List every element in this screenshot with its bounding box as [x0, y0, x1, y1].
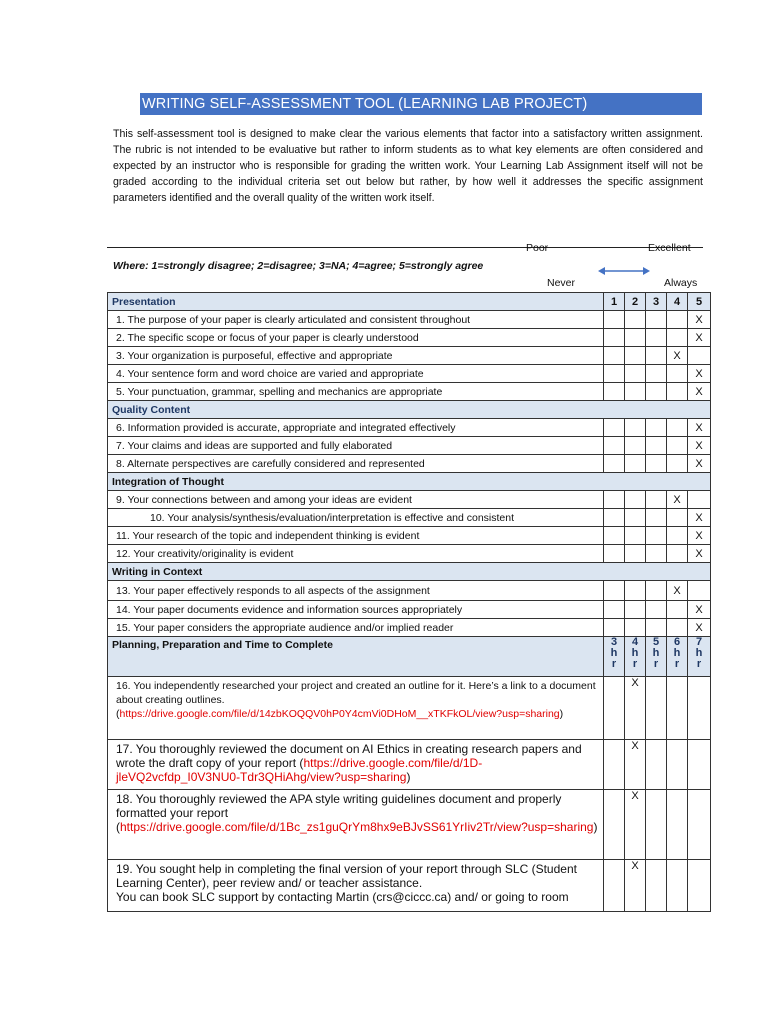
- rating-cell[interactable]: [646, 509, 667, 527]
- table-row: [108, 455, 711, 473]
- rating-cell[interactable]: [625, 437, 646, 455]
- criterion-cell: 18. You thoroughly reviewed the APA style writing guidelines document and properly formatted your report (https://drive.google.com/file/d/1Bc_zs1guQrYm8hx9eBJvSS61YrIiv2Tr/view?usp=sharing): [108, 790, 604, 860]
- scale-divider: [107, 247, 703, 248]
- rating-cell[interactable]: [604, 365, 625, 383]
- rating-cell[interactable]: [604, 527, 625, 545]
- scale-always-label: Always: [664, 277, 698, 289]
- rating-cell[interactable]: [604, 383, 625, 401]
- rating-cell[interactable]: [646, 437, 667, 455]
- table-row: [108, 677, 711, 740]
- criterion-text: 10. Your analysis/synthesis/evaluation/interpretation is effective and consistent: [108, 509, 604, 527]
- rating-cell[interactable]: [667, 419, 688, 437]
- rating-cell[interactable]: X: [625, 860, 646, 912]
- rating-cell[interactable]: X: [688, 455, 711, 473]
- table-row: [108, 509, 711, 527]
- table-row: [108, 601, 711, 619]
- page-title: WRITING SELF-ASSESSMENT TOOL (LEARNING LAB PROJECT): [140, 93, 702, 115]
- rating-cell[interactable]: [604, 860, 625, 912]
- rating-cell[interactable]: X: [667, 581, 688, 601]
- rating-cell[interactable]: [604, 619, 625, 637]
- section-header-integration: [108, 473, 711, 491]
- hours-header: 7 h r: [688, 637, 711, 677]
- rating-cell[interactable]: [625, 527, 646, 545]
- rating-cell[interactable]: [604, 347, 625, 365]
- rating-cell[interactable]: X: [688, 545, 711, 563]
- rating-cell[interactable]: [667, 527, 688, 545]
- table-row: [108, 860, 711, 912]
- rating-cell[interactable]: [625, 347, 646, 365]
- rating-cell[interactable]: [625, 545, 646, 563]
- rating-cell[interactable]: X: [688, 365, 711, 383]
- rating-cell[interactable]: [667, 509, 688, 527]
- criterion-text: 1. The purpose of your paper is clearly articulated and consistent throughout: [108, 311, 604, 329]
- rating-cell[interactable]: [625, 329, 646, 347]
- criterion-text: 11. Your research of the topic and independent thinking is evident: [108, 527, 604, 545]
- rating-header: 5: [688, 293, 711, 311]
- table-row: [108, 347, 711, 365]
- apa-doc-link[interactable]: https://drive.google.com/file/d/1Bc_zs1guQrYm8hx9eBJvSS61YrIiv2Tr/view?usp=sharing: [120, 820, 594, 834]
- criterion-cell: 16. You independently researched your project and created an outline for it. Here’s a link to a document about creating outlines. (https://drive.google.com/file/d/14zbKOQQV0hP0Y4cmVi0DHoM__xTKFkOL/view?usp=sharing): [108, 677, 604, 740]
- rating-cell[interactable]: [625, 365, 646, 383]
- criterion-text: 18. You thoroughly reviewed the APA style writing guidelines document and properly formatted your report: [116, 792, 562, 820]
- section-title: Planning, Preparation and Time to Complete: [108, 637, 604, 677]
- section-header-writing-context: [108, 563, 711, 581]
- rating-cell[interactable]: [625, 419, 646, 437]
- criterion-text: 16. You independently researched your project and created an outline for it. Here’s a link to a document about creating outlines.: [116, 680, 596, 706]
- rating-cell[interactable]: [625, 455, 646, 473]
- rating-cell[interactable]: [625, 601, 646, 619]
- criterion-cell: [108, 860, 604, 912]
- rating-cell[interactable]: [667, 365, 688, 383]
- rating-cell[interactable]: [688, 347, 711, 365]
- rating-cell[interactable]: [646, 455, 667, 473]
- section-title: Integration of Thought: [108, 473, 711, 491]
- rating-cell[interactable]: [625, 491, 646, 509]
- rating-cell[interactable]: [625, 383, 646, 401]
- rating-cell[interactable]: [604, 491, 625, 509]
- rating-cell[interactable]: [688, 581, 711, 601]
- ai-ethics-doc-link[interactable]: https://drive.google.com/file/d/1D-jleVQ2vcfdp_I0V3NU0-Tdr3QHiAhg/view?usp=sharing: [116, 756, 483, 784]
- rating-cell[interactable]: X: [688, 383, 711, 401]
- rating-cell[interactable]: [646, 347, 667, 365]
- rating-cell[interactable]: X: [667, 347, 688, 365]
- rating-cell[interactable]: [646, 527, 667, 545]
- rating-header: 1: [604, 293, 625, 311]
- rating-cell[interactable]: [688, 677, 711, 740]
- rating-cell[interactable]: [667, 619, 688, 637]
- intro-paragraph: This self-assessment tool is designed to make clear the various elements that factor into a satisfactory written assignment. The rubric is not intended to be evaluative but rather to inform students as to what key elements are often considered and expected by an instructor who is responsible for grading the written work. Your Learning Lab Assignment itself will not be graded according to the individual criteria set out below but rather, by how well it addresses the specific assignment parameters identified and the overall quality of the written work itself.: [113, 128, 703, 204]
- criterion-text: 14. Your paper documents evidence and information sources appropriately: [108, 601, 604, 619]
- rating-cell[interactable]: X: [688, 601, 711, 619]
- criterion-text: 17. You thoroughly reviewed the document on AI Ethics in creating research papers and wrote the draft copy of your report: [116, 742, 582, 770]
- rating-cell[interactable]: [625, 311, 646, 329]
- section-title: Presentation: [108, 293, 604, 311]
- criterion-text: 19. You sought help in completing the final version of your report through SLC (Student Learning Center), peer review and/ or teacher assistance.: [116, 862, 577, 890]
- rating-cell[interactable]: [604, 455, 625, 473]
- rating-cell[interactable]: X: [625, 740, 646, 790]
- rating-cell[interactable]: [604, 329, 625, 347]
- criterion-text: 15. Your paper considers the appropriate audience and/or implied reader: [108, 619, 604, 637]
- table-row: [108, 581, 711, 601]
- rating-cell[interactable]: [604, 601, 625, 619]
- rating-cell[interactable]: [667, 311, 688, 329]
- section-title: Writing in Context: [108, 563, 711, 581]
- hours-header: 4 h r: [625, 637, 646, 677]
- scale-legend: Where: 1=strongly disagree; 2=disagree; 3=NA; 4=agree; 5=strongly agree: [113, 260, 484, 272]
- rating-cell[interactable]: X: [688, 437, 711, 455]
- criterion-text: 13. Your paper effectively responds to all aspects of the assignment: [108, 581, 604, 601]
- rating-cell[interactable]: [646, 419, 667, 437]
- rating-cell[interactable]: [646, 491, 667, 509]
- rating-cell[interactable]: [688, 860, 711, 912]
- rating-cell[interactable]: [667, 677, 688, 740]
- section-header-quality-content: [108, 401, 711, 419]
- section-header-presentation: [108, 293, 711, 311]
- rating-cell[interactable]: X: [688, 619, 711, 637]
- criterion-text: 12. Your creativity/originality is evident: [108, 545, 604, 563]
- rating-cell[interactable]: [667, 383, 688, 401]
- rating-cell[interactable]: [625, 619, 646, 637]
- rating-header: 4: [667, 293, 688, 311]
- rating-cell[interactable]: [688, 790, 711, 860]
- double-arrow-icon: [598, 264, 650, 278]
- criterion-text: 4. Your sentence form and word choice are varied and appropriate: [108, 365, 604, 383]
- criterion-text: 5. Your punctuation, grammar, spelling and mechanics are appropriate: [108, 383, 604, 401]
- criterion-text-continued: You can book SLC support by contacting Martin (crs@ciccc.ca) and/ or going to room: [116, 890, 569, 904]
- rating-cell[interactable]: X: [667, 491, 688, 509]
- rating-cell[interactable]: [646, 365, 667, 383]
- rating-cell[interactable]: [604, 581, 625, 601]
- table-row: [108, 365, 711, 383]
- rating-cell[interactable]: [604, 509, 625, 527]
- rating-cell[interactable]: [604, 790, 625, 860]
- table-row: [108, 419, 711, 437]
- hours-header: 3 h r: [604, 637, 625, 677]
- rating-cell[interactable]: [667, 455, 688, 473]
- rating-cell[interactable]: [646, 677, 667, 740]
- rubric-table: [107, 292, 711, 912]
- rating-cell[interactable]: [646, 601, 667, 619]
- table-row: [108, 527, 711, 545]
- rating-cell[interactable]: [667, 860, 688, 912]
- rating-cell[interactable]: X: [625, 677, 646, 740]
- rating-cell[interactable]: [646, 740, 667, 790]
- rating-cell[interactable]: [688, 740, 711, 790]
- rating-cell[interactable]: X: [688, 527, 711, 545]
- rating-cell[interactable]: [667, 545, 688, 563]
- rating-cell[interactable]: [667, 790, 688, 860]
- rating-cell[interactable]: [604, 740, 625, 790]
- rating-header: 3: [646, 293, 667, 311]
- hours-header: 5 h r: [646, 637, 667, 677]
- table-row: [108, 545, 711, 563]
- rating-cell[interactable]: [604, 419, 625, 437]
- rating-cell[interactable]: [604, 437, 625, 455]
- rating-cell[interactable]: [667, 329, 688, 347]
- rating-header: 2: [625, 293, 646, 311]
- rating-cell[interactable]: X: [688, 509, 711, 527]
- criterion-text: 9. Your connections between and among your ideas are evident: [108, 491, 604, 509]
- criterion-text: 3. Your organization is purposeful, effective and appropriate: [108, 347, 604, 365]
- rating-cell[interactable]: [667, 740, 688, 790]
- scale-excellent-label: Excellent: [648, 242, 691, 254]
- table-row: [108, 619, 711, 637]
- scale-never-label: Never: [547, 277, 576, 289]
- rating-cell[interactable]: [667, 601, 688, 619]
- rating-cell[interactable]: [604, 677, 625, 740]
- rating-cell[interactable]: [646, 790, 667, 860]
- section-header-planning: [108, 637, 711, 677]
- table-row: [108, 740, 711, 790]
- rating-cell[interactable]: [646, 545, 667, 563]
- criterion-cell: 17. You thoroughly reviewed the document on AI Ethics in creating research papers and wrote the draft copy of your report (https://drive.google.com/file/d/1D-jleVQ2vcfdp_I0V3NU0-Tdr3QHiAhg/view?usp=sharing): [108, 740, 604, 790]
- table-row: [108, 311, 711, 329]
- table-row: [108, 329, 711, 347]
- rating-cell[interactable]: [667, 437, 688, 455]
- rating-cell[interactable]: [604, 311, 625, 329]
- rating-cell[interactable]: X: [625, 790, 646, 860]
- table-row: [108, 437, 711, 455]
- rating-cell[interactable]: [646, 311, 667, 329]
- section-title: Quality Content: [108, 401, 711, 419]
- rating-cell[interactable]: [646, 581, 667, 601]
- criterion-text: 8. Alternate perspectives are carefully considered and represented: [108, 455, 604, 473]
- rating-cell[interactable]: [646, 619, 667, 637]
- table-row: [108, 491, 711, 509]
- rating-cell[interactable]: X: [688, 329, 711, 347]
- rating-cell[interactable]: [604, 545, 625, 563]
- outline-doc-link[interactable]: https://drive.google.com/file/d/14zbKOQQV0hP0Y4cmVi0DHoM__xTKFkOL/view?usp=sharing: [119, 708, 560, 720]
- rating-cell[interactable]: [646, 329, 667, 347]
- criterion-text: 2. The specific scope or focus of your paper is clearly understood: [108, 329, 604, 347]
- rating-cell[interactable]: [646, 383, 667, 401]
- rating-cell[interactable]: [646, 860, 667, 912]
- table-row: [108, 383, 711, 401]
- rating-cell[interactable]: X: [688, 419, 711, 437]
- rating-cell[interactable]: [625, 581, 646, 601]
- criterion-text: 6. Information provided is accurate, appropriate and integrated effectively: [108, 419, 604, 437]
- rating-cell[interactable]: X: [688, 311, 711, 329]
- rating-cell[interactable]: [625, 509, 646, 527]
- scale-poor-label: Poor: [526, 242, 549, 254]
- criterion-text: 7. Your claims and ideas are supported and fully elaborated: [108, 437, 604, 455]
- rating-cell[interactable]: [688, 491, 711, 509]
- hours-header: 6 h r: [667, 637, 688, 677]
- table-row: [108, 790, 711, 860]
